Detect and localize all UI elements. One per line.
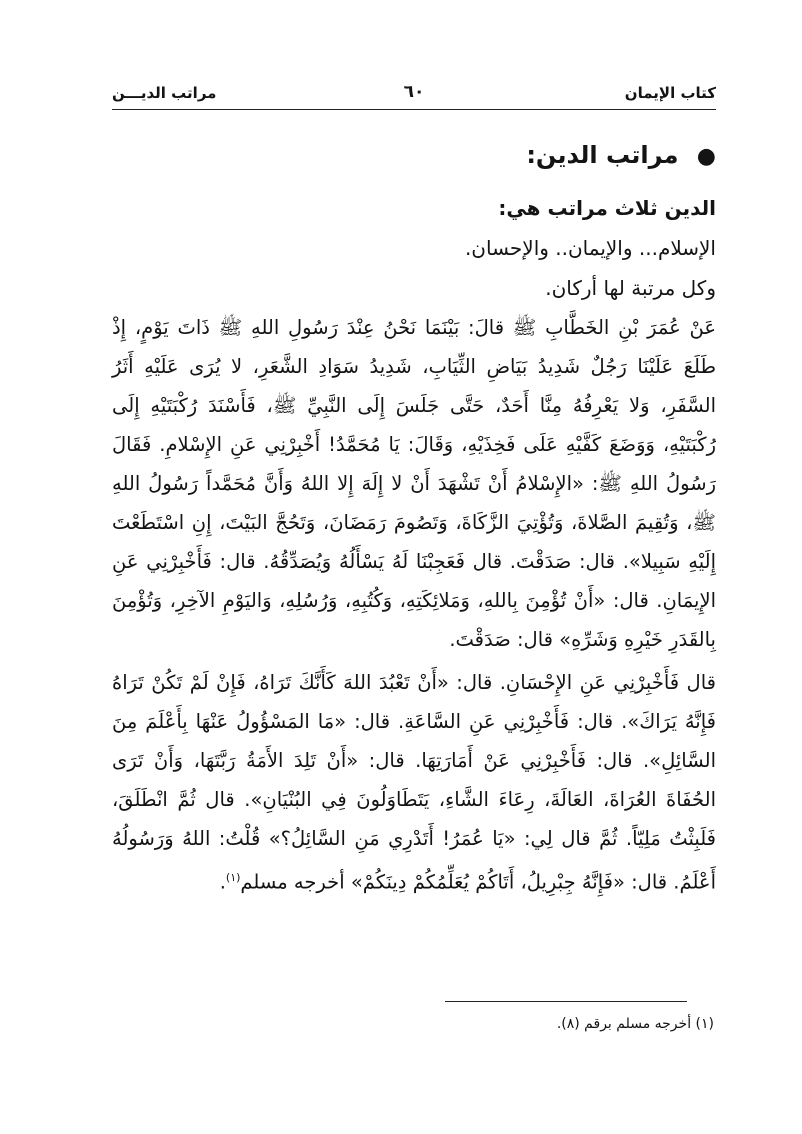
- hadith-paragraph-1: عَنْ عُمَرَ بْنِ الخَطَّابِ ﷺ قالَ: بَيْنَمَا نَحْنُ عِنْدَ رَسُولِ اللهِ ﷺ ذَاتَ يَوْمٍ، إِذْ طَلَعَ عَلَيْنَا رَجُلٌ شَدِيدُ بَيَاضِ الثِّيَابِ، شَدِيدُ سَوَادِ الشَّعَرِ، لا يُرَى عَلَيْهِ أَثَرُ السَّفَرِ، وَلا يَعْرِفُهُ مِنَّا أَحَدٌ، حَتَّى جَلَسَ إِلَى النَّبِيِّ ﷺ، فَأَسْنَدَ رُكْبَتَيْهِ إِلَى رُكْبَتَيْهِ، وَوَضَعَ كَفَّيْهِ عَلَى فَخِذَيْهِ، وَقَالَ: يَا مُحَمَّدُ! أَخْبِرْنِي عَنِ الإِسْلامِ. فَقَالَ رَسُولُ اللهِ ﷺ: «الإِسْلامُ أَنْ تَشْهَدَ أَنْ لا إِلَهَ إِلا اللهُ وَأَنَّ مُحَمَّداً رَسُولُ اللهِ ﷺ، وَتُقِيمَ الصَّلاةَ، وَتُؤْتِيَ الزَّكَاةَ، وَتَصُومَ رَمَضَانَ، وَتَحُجَّ البَيْتَ، إِنِ اسْتَطَعْتَ إِلَيْهِ سَبِيلا». قال: صَدَقْتَ. قال فَعَجِبْنَا لَهُ يَسْأَلُهُ وَيُصَدِّقُهُ. قال: فَأَخْبِرْنِي عَنِ الإِيمَانِ. قال: «أَنْ تُؤْمِنَ بِاللهِ، وَمَلائِكَتِهِ، وَكُتُبِهِ، وَرُسُلِهِ، وَاليَوْمِ الآخِرِ، وَتُؤْمِنَ بِالقَدَرِ خَيْرِهِ وَشَرِّهِ» قال: صَدَقْتَ.: [112, 316, 716, 651]
- hadith-paragraph-2-text: قال فَأَخْبِرْنِي عَنِ الإِحْسَانِ. قال: «أَنْ تَعْبُدَ اللهَ كَأَنَّكَ تَرَاهُ، فَإِنْ لَمْ تَكُنْ تَرَاهُ فَإِنَّهُ يَرَاكَ». قال: فَأَخْبِرْنِي عَنِ السَّاعَةِ. قال: «مَا المَسْؤُولُ عَنْهَا بِأَعْلَمَ مِنَ السَّائِلِ». قال: فَأَخْبِرْنِي عَنْ أَمَارَتِهَا. قال: «أَنْ تَلِدَ الأَمَةُ رَبَّتَهَا، وَأَنْ تَرَى الحُفَاةَ العُرَاةَ، العَالَةَ، رِعَاءَ الشَّاءِ، يَتَطَاوَلُونَ فِي البُنْيَانِ». قال ثُمَّ انْطَلَقَ، فَلَبِثْتُ مَلِيّاً. ثُمَّ قال لِي: «يَا عُمَرُ! أَتَدْرِي مَنِ السَّائِلُ؟» قُلْتُ: اللهُ وَرَسُولُهُ أَعْلَمُ. قال: «فَإِنَّهُ جِبْرِيلُ، أَتَاكُمْ يُعَلِّمُكُمْ دِينَكُمْ» أخرجه مسلم: [112, 671, 716, 894]
- footnote-ref: (١): [225, 871, 241, 884]
- section-heading: [112, 140, 716, 172]
- running-section-title: مراتب الديـــن: [112, 84, 217, 102]
- header-divider: [112, 109, 716, 110]
- ranks-line: الإسلام... والإيمان.. والإحسان.: [464, 236, 716, 260]
- section-heading-text: مراتب الدين:: [526, 141, 679, 169]
- footnote: (١) أخرجه مسلم برقم (٨).: [556, 1016, 714, 1032]
- page-number: ٦٠: [403, 82, 425, 102]
- bullet-icon: ●: [696, 144, 716, 169]
- book-title: كتاب الإيمان: [624, 84, 716, 102]
- page-body: [112, 140, 716, 902]
- intro-line: الدين ثلاث مراتب هي:: [498, 196, 716, 220]
- hadith-paragraph-2: قال فَأَخْبِرْنِي عَنِ الإِحْسَانِ. قال: «أَنْ تَعْبُدَ اللهَ كَأَنَّكَ تَرَاهُ، فَإِنْ لَمْ تَكُنْ تَرَاهُ فَإِنَّهُ يَرَاكَ». قال: فَأَخْبِرْنِي عَنِ السَّاعَةِ. قال: «مَا المَسْؤُولُ عَنْهَا بِأَعْلَمَ مِنَ السَّائِلِ». قال: فَأَخْبِرْنِي عَنْ أَمَارَتِهَا. قال: «أَنْ تَلِدَ الأَمَةُ رَبَّتَهَا، وَأَنْ تَرَى الحُفَاةَ العُرَاةَ، العَالَةَ، رِعَاءَ الشَّاءِ، يَتَطَاوَلُونَ فِي البُنْيَانِ». قال ثُمَّ انْطَلَقَ، فَلَبِثْتُ مَلِيّاً. ثُمَّ قال لِي: «يَا عُمَرُ! أَتَدْرِي مَنِ السَّائِلُ؟» قُلْتُ: اللهُ وَرَسُولُهُ أَعْلَمُ. قال: «فَإِنَّهُ جِبْرِيلُ، أَتَاكُمْ يُعَلِّمُكُمْ دِينَكُمْ» أخرجه مسلم$^{(١)}$.: [112, 671, 716, 894]
- running-header: [112, 82, 716, 110]
- footnote-divider: [445, 1001, 687, 1002]
- pillars-line: وكل مرتبة لها أركان.: [545, 276, 716, 300]
